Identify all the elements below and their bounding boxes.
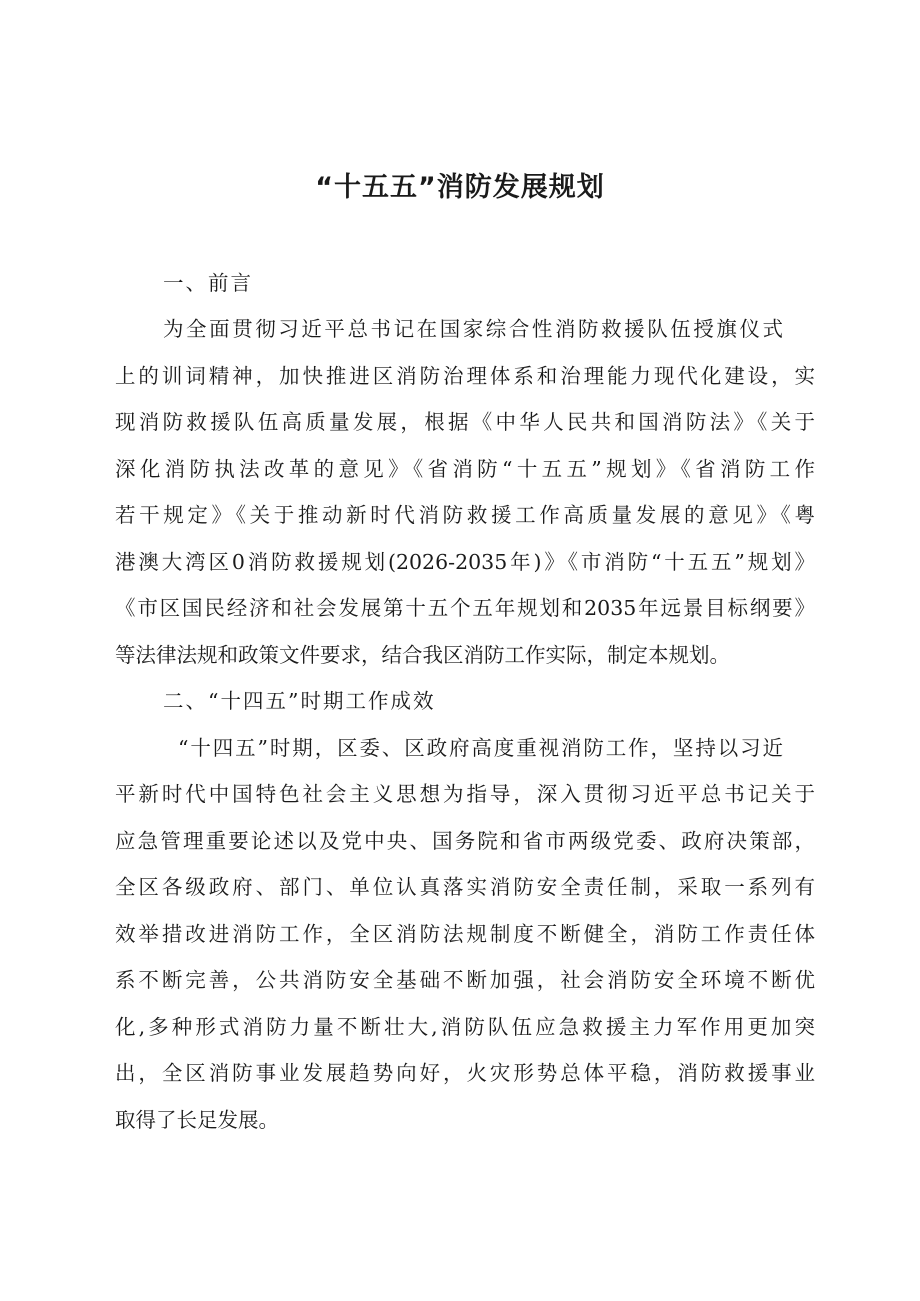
section-2-line-5: 效举措改进消防工作，全区消防法规制度不断健全，消防工作责任体 xyxy=(115,922,815,946)
section-2-line-6: 系不断完善，公共消防安全基础不断加强，社会消防安全环境不断优 xyxy=(115,968,815,992)
section-2-line-4: 全区各级政府、部门、单位认真落实消防安全责任制，采取一系列有 xyxy=(115,875,815,899)
section-1-line-8: 等法律法规和政策文件要求，结合我区消防工作实际，制定本规划。 xyxy=(115,643,730,667)
section-1-heading: 一、前言 xyxy=(163,271,253,295)
document-title: “十五五”消防发展规划 xyxy=(315,172,605,203)
section-1-line-2: 上的训词精神，加快推进区消防治理体系和治理能力现代化建设，实 xyxy=(115,364,815,388)
section-1-line-5: 若干规定》《关于推动新时代消防救援工作高质量发展的意见》《粤 xyxy=(115,503,815,527)
section-1-line-1: 为全面贯彻习近平总书记在国家综合性消防救援队伍授旗仪式 xyxy=(163,317,783,341)
section-2-heading: 二、“十四五”时期工作成效 xyxy=(163,689,436,713)
section-2-line-3: 应急管理重要论述以及党中央、国务院和省市两级党委、政府决策部， xyxy=(115,829,815,853)
section-2-line-7: 化,多种形式消防力量不断壮大,消防队伍应急救援主力军作用更加突 xyxy=(115,1015,815,1039)
section-1-line-3: 现消防救援队伍高质量发展，根据《中华人民共和国消防法》《关于 xyxy=(115,410,815,434)
section-1-line-4: 深化消防执法改革的意见》《省消防“十五五”规划》《省消防工作 xyxy=(115,457,815,481)
section-2-line-9: 取得了长足发展。 xyxy=(115,1108,279,1132)
section-2-line-2: 平新时代中国特色社会主义思想为指导，深入贯彻习近平总书记关于 xyxy=(115,782,815,806)
section-1-line-7: 《市区国民经济和社会发展第十五个五年规划和2035年远景目标纲要》 xyxy=(115,596,815,620)
section-1-line-6: 港澳大湾区0消防救援规划(2026-2035年)》《市消防“十五五”规划》 xyxy=(115,550,815,574)
section-2-line-1: “十四五”时期，区委、区政府高度重视消防工作，坚持以习近 xyxy=(178,736,783,760)
section-2-line-8: 出，全区消防事业发展趋势向好，火灾形势总体平稳，消防救援事业 xyxy=(115,1061,815,1085)
